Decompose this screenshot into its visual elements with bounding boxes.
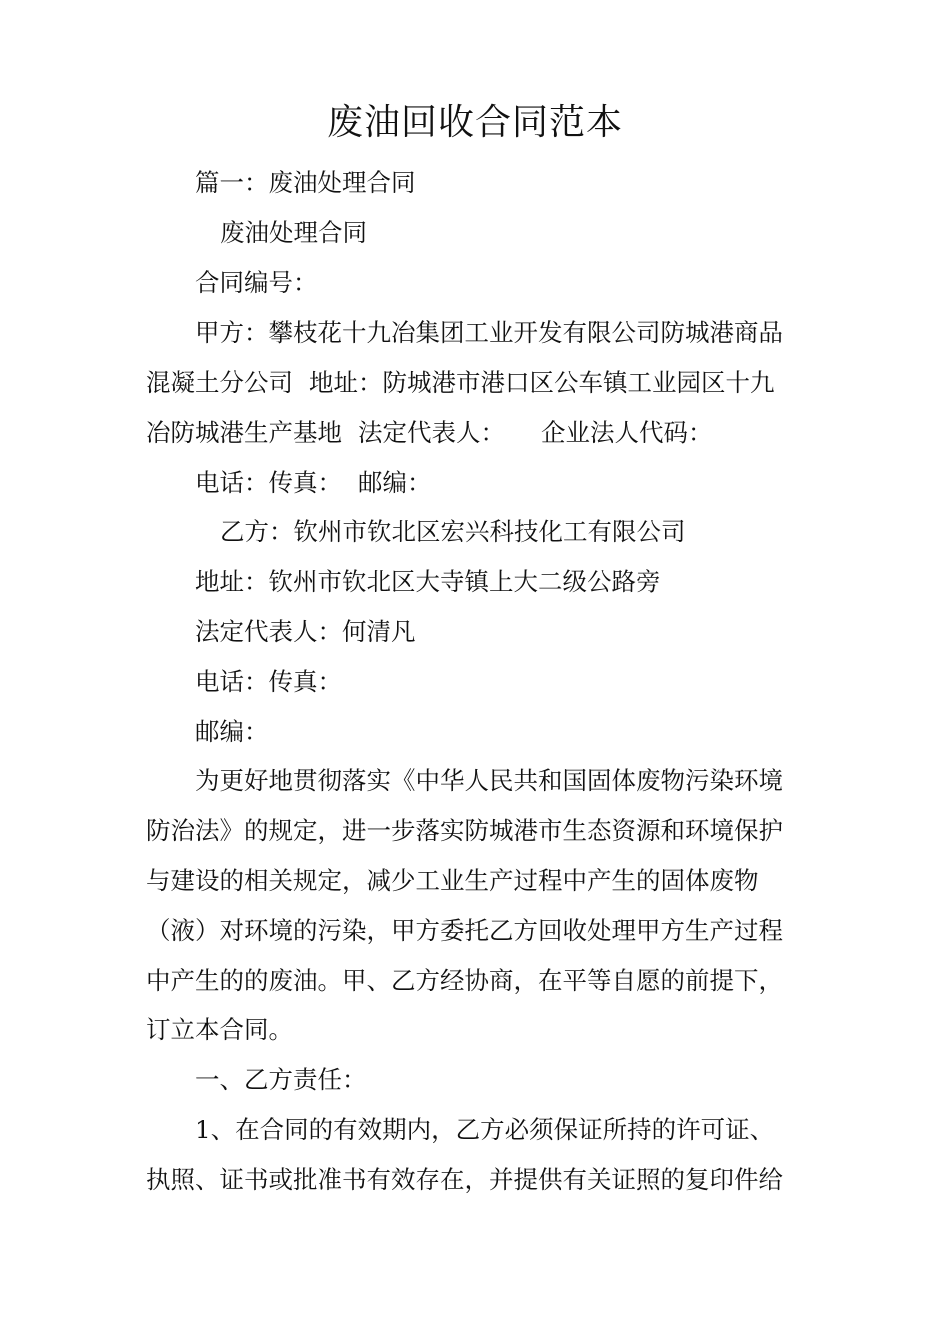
- clause-1-line: 1、在合同的有效期内，乙方必须保证所持的许可证、: [195, 1115, 775, 1144]
- party-a-contact: [195, 466, 432, 500]
- party-a-line-3: [146, 416, 713, 450]
- preamble-line: 防治法》的规定，进一步落实防城港市生态资源和环境保护: [146, 816, 783, 845]
- party-a-branch: 混凝土分公司: [146, 368, 293, 397]
- party-b-phone-fax: 电话：传真：: [195, 667, 342, 696]
- party-b-name: 乙方：钦州市钦北区宏兴科技化工有限公司: [220, 517, 686, 546]
- clause-heading: 一、乙方责任：: [195, 1065, 367, 1094]
- party-a-line-2: [146, 366, 775, 400]
- contract-number: 合同编号：: [195, 268, 318, 297]
- preamble-line: 中产生的的废油。甲、乙方经协商，在平等自愿的前提下，: [146, 966, 783, 995]
- document-title: 废油回收合同范本: [326, 102, 623, 143]
- preamble-line: 与建设的相关规定，减少工业生产过程中产生的固体废物: [146, 866, 759, 895]
- party-a-legal-code: 企业法人代码：: [541, 418, 713, 447]
- party-a-base: 冶防城港生产基地: [146, 418, 342, 447]
- clause-1-line: 执照、证书或批准书有效存在，并提供有关证照的复印件给: [146, 1165, 783, 1194]
- party-b-representative: 法定代表人：何清凡: [195, 617, 416, 646]
- preamble-line: 订立本合同。: [146, 1015, 293, 1044]
- section-heading: 篇一：废油处理合同: [195, 168, 416, 197]
- party-a-postcode: 邮编：: [358, 468, 432, 497]
- party-a-address: 地址：防城港市港口区公车镇工业园区十九: [309, 368, 775, 397]
- party-a-line-1: 甲方：攀枝花十九冶集团工业开发有限公司防城港商品: [195, 318, 783, 347]
- party-b-postcode: 邮编：: [195, 717, 269, 746]
- party-b-address: 地址：钦州市钦北区大寺镇上大二级公路旁: [195, 567, 661, 596]
- party-a-phone-fax: 电话：传真：: [195, 468, 342, 497]
- preamble-line: （液）对环境的污染，甲方委托乙方回收处理甲方生产过程: [146, 916, 783, 945]
- preamble-line: 为更好地贯彻落实《中华人民共和国固体废物污染环境: [195, 766, 783, 795]
- party-a-representative: 法定代表人：: [358, 418, 505, 447]
- contract-subtitle: 废油处理合同: [220, 218, 367, 247]
